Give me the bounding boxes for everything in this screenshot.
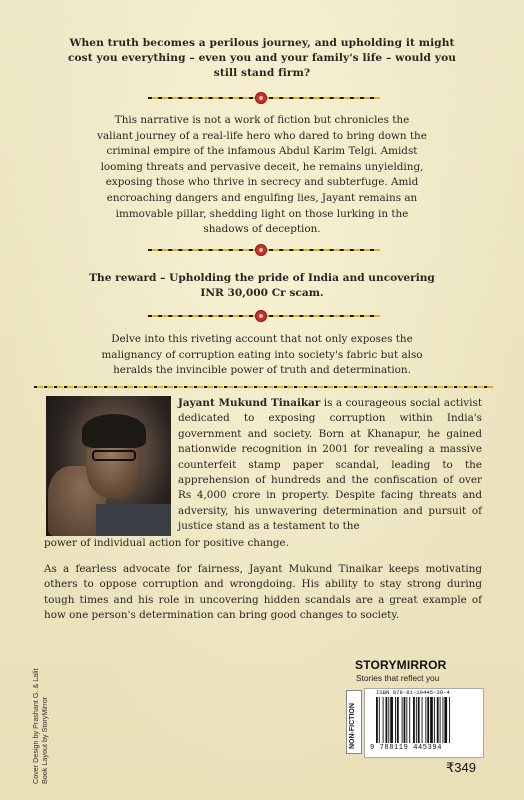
ornament-divider [148, 244, 376, 256]
isbn-digits: 9 788119 445394 [370, 744, 443, 752]
narrative-line: This narrative is not a work of fiction but chronicles the [114, 114, 410, 126]
section-rule [34, 386, 490, 388]
delve-line: heralds the invincible power of truth and determination. [113, 364, 411, 377]
author-bio-text: is a courageous social activist dedicated to exposing corruption within India's government and society. Born at Khanapur, he gained nationwide recognition in 2001 for revealing a massive counterfeit stamp paper scandal, leading to the apprehension of hundreds and the confiscation of over Rs 4,000 crore in property. Despite facing threats and adversity, his unwavering determination and pursuit of justice stand as a testament to the [178, 397, 482, 533]
narrative-paragraph [44, 113, 480, 238]
reward-line-1: The reward – Upholding the pride of India and uncovering [89, 272, 435, 284]
author-photo [46, 396, 171, 536]
narrative-line: looming threats and pervasive deceit, he remains unyielding, [100, 160, 424, 173]
hook-line-1: When truth becomes a perilous journey, and upholding it might [69, 37, 455, 49]
red-seal-icon [255, 92, 267, 104]
publisher-logo: STORYMIRROR [355, 658, 447, 672]
publisher-tagline: Stories that reflect you [356, 673, 440, 683]
author-name: Jayant Mukund Tinaikar [178, 397, 321, 409]
narrative-line: immovable pillar, shedding light on those lurking in the [115, 207, 409, 220]
author-bio [178, 396, 482, 535]
design-credits [31, 644, 49, 784]
reward-line-2: INR 30,000 Cr scam. [200, 287, 324, 299]
ornament-divider [148, 92, 376, 104]
hook-question [44, 36, 480, 81]
hook-line-3: still stand firm? [213, 67, 311, 79]
hook-line-2: cost you everything – even you and your family's life – would you [67, 52, 457, 64]
price-label: ₹349 [446, 760, 476, 775]
reward-statement [44, 271, 480, 301]
isbn-label: ISBN 978-81-19445-39-4 [376, 689, 450, 696]
narrative-line: encroaching dangers and engulfing lies, Jayant remains an [106, 191, 418, 204]
delve-paragraph [44, 332, 480, 379]
narrative-line: criminal empire of the infamous Abdul Karim Telgi. Amidst [106, 145, 418, 158]
author-bio-continued: power of individual action for positive change. [44, 537, 289, 549]
narrative-line: exposing those who thrive in secrecy and subterfuge. Amid [105, 176, 419, 189]
narrative-line: valiant journey of a real-life hero who dared to bring down the [97, 129, 427, 142]
ornament-divider [148, 310, 376, 322]
category-text: NON-FICTION [349, 703, 356, 749]
delve-line: Delve into this riveting account that not only exposes the [111, 333, 413, 345]
barcode-icon [376, 697, 476, 743]
red-seal-icon [255, 244, 267, 256]
credit-line-cover: Cover Design by Prashant G. & Lalit [31, 668, 40, 784]
narrative-line: shadows of deception. [203, 223, 321, 236]
credit-line-layout: Book Layout by StoryMirror [40, 696, 49, 784]
red-seal-icon [255, 310, 267, 322]
category-label [346, 690, 362, 754]
delve-line: malignancy of corruption eating into society's fabric but also [101, 348, 423, 361]
advocate-paragraph: As a fearless advocate for fairness, Jayant Mukund Tinaikar keeps motivating others to oppose corruption and wrongdoing. His ability to stay strong during tough times and his role in uncovering hidden scandals are a great example of how one person's determination can bring good changes to society. [44, 563, 482, 622]
